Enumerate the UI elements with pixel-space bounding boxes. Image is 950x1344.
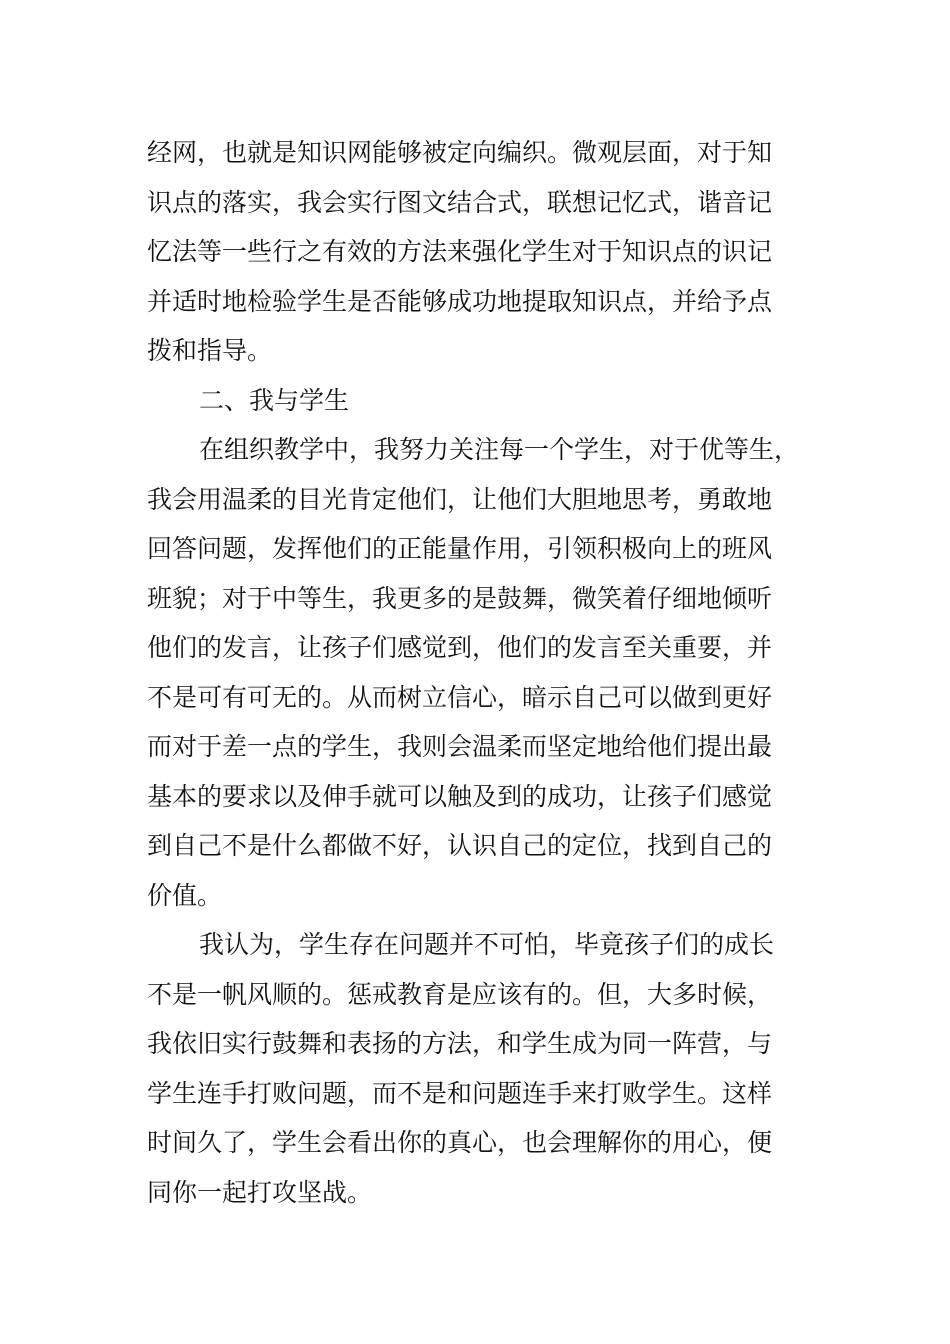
- text-line: 不是可有可无的。从而树立信心，暗示自己可以做到更好: [147, 682, 773, 712]
- text-line: 经网，也就是知识网能够被定向编织。微观层面，对于知: [147, 138, 773, 167]
- text-line: 我认为，学生存在问题并不可怕，毕竟孩子们的成长: [199, 930, 775, 959]
- document-body: [147, 128, 827, 1217]
- text-line: 班貌；对于中等生，我更多的是鼓舞，微笑着仔细地倾听: [147, 583, 773, 613]
- text-line: 而对于差一点的学生，我则会温柔而坚定地给他们提出最: [147, 732, 773, 761]
- text-line: 回答问题，发挥他们的正能量作用，引领积极向上的班风: [147, 534, 773, 563]
- text-line: 忆法等一些行之有效的方法来强化学生对于知识点的识记: [147, 237, 773, 266]
- text-line: 基本的要求以及伸手就可以触及到的成功，让孩子们感觉: [147, 781, 773, 811]
- text-line: 价值。: [147, 880, 223, 910]
- text-line: 识点的落实，我会实行图文结合式，联想记忆式，谐音记: [147, 187, 773, 217]
- text-line: 学生连手打败问题，而不是和问题连手来打败学生。这样: [147, 1078, 773, 1108]
- text-line: 在组织教学中，我努力关注每一个学生，对于优等生，: [199, 435, 800, 464]
- text-line: 二、我与学生: [199, 385, 350, 415]
- text-line: 时间久了，学生会看出你的真心，也会理解你的用心，便: [147, 1128, 773, 1157]
- text-line: 同你一起打攻坚战。: [147, 1177, 373, 1207]
- text-line: 拨和指导。: [147, 336, 273, 365]
- text-line: 并适时地检验学生是否能够成功地提取知识点，并给予点: [147, 286, 773, 316]
- text-line: 我会用温柔的目光肯定他们，让他们大胆地思考，勇敢地: [147, 484, 773, 514]
- text-line: 不是一帆风顺的。惩戒教育是应该有的。但，大多时候，: [147, 979, 773, 1009]
- text-line: 到自己不是什么都做不好，认识自己的定位，找到自己的: [147, 831, 773, 860]
- text-line: 他们的发言，让孩子们感觉到，他们的发言至关重要，并: [147, 633, 773, 662]
- text-line: 我依旧实行鼓舞和表扬的方法，和学生成为同一阵营，与: [147, 1029, 773, 1058]
